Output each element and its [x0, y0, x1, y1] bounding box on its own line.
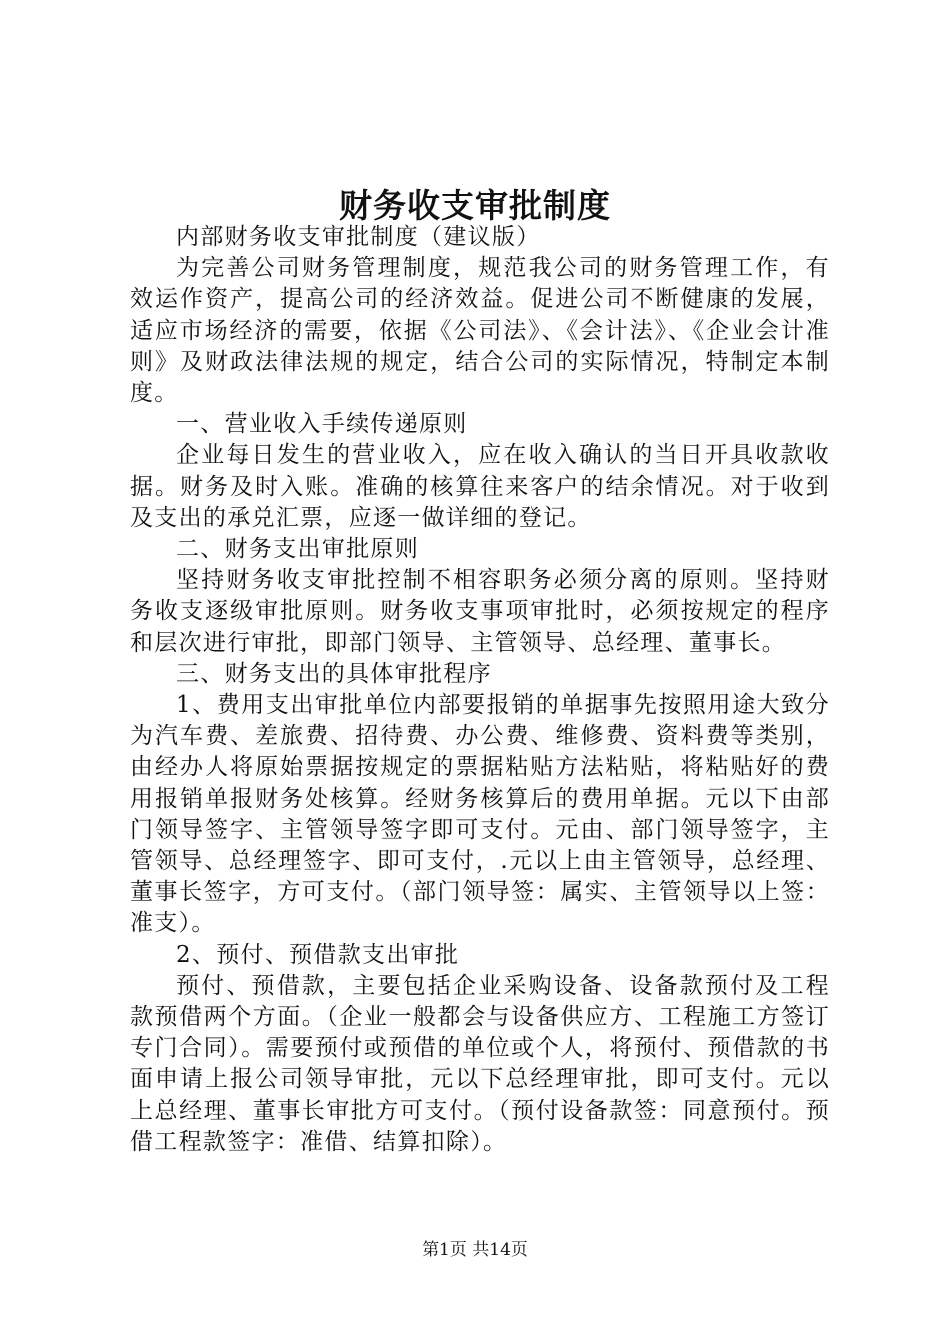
subtitle-paragraph: 内部财务收支审批制度（建议版）: [176, 224, 541, 250]
section-heading-2: 二、财务支出审批原则: [176, 536, 419, 563]
page-footer: 第1页 共14页: [422, 1240, 528, 1260]
section-heading-1: 一、营业收入手续传递原则: [176, 411, 468, 438]
advance-payment-paragraph: 预付、预借款，主要包括企业采购设备、设备款预付及工程款预借两个方面。（企业一般都会与设备供应方、工程施工方签订专门合同）。需要预付或预借的单位或个人，将预付、预借款的书面申请上报公司领导审批，元以下总经理审批，即可支付。元以上总经理、董事长审批方可支付。（预付设备款签：同意预付。预借工程款签字：准借、结算扣除）。: [130, 972, 830, 1155]
expense-approval-paragraph: 1、费用支出审批单位内部要报销的单据事先按照用途大致分为汽车费、差旅费、招待费、办公费、维修费、资料费等类别，由经办人将原始票据按规定的票据粘贴方法粘贴，将粘贴好的费用报销单报财务处核算。经财务核算后的费用单据。元以下由部门领导签字、主管领导签字即可支付。元由、部门领导签字，主管领导、总经理签字、即可支付，.元以上由主管领导，总经理、董事长签字，方可支付。（部门领导签：属实、主管领导以上签：准支）。: [130, 692, 830, 937]
section-2-paragraph: 坚持财务收支审批控制不相容职务必须分离的原则。坚持财务收支逐级审批原则。财务收支事项审批时，必须按规定的程序和层次进行审批，即部门领导、主管领导、总经理、董事长。: [130, 567, 830, 656]
document-title: 财务收支审批制度: [339, 186, 611, 225]
section-heading-3: 三、财务支出的具体审批程序: [176, 660, 492, 687]
section-1-paragraph: 企业每日发生的营业收入，应在收入确认的当日开具收款收据。财务及时入账。准确的核算往来客户的结余情况。对于收到及支出的承兑汇票，应逐一做详细的登记。: [130, 442, 830, 531]
subsection-heading-2: 2、预付、预借款支出审批: [176, 941, 460, 968]
intro-paragraph: 为完善公司财务管理制度，规范我公司的财务管理工作，有效运作资产，提高公司的经济效益。促进公司不断健康的发展，适应市场经济的需要，依据《公司法》、《会计法》、《企业会计准则》及财政法律法规的规定，结合公司的实际情况，特制定本制度。: [130, 255, 830, 407]
document-body: [130, 222, 830, 1158]
